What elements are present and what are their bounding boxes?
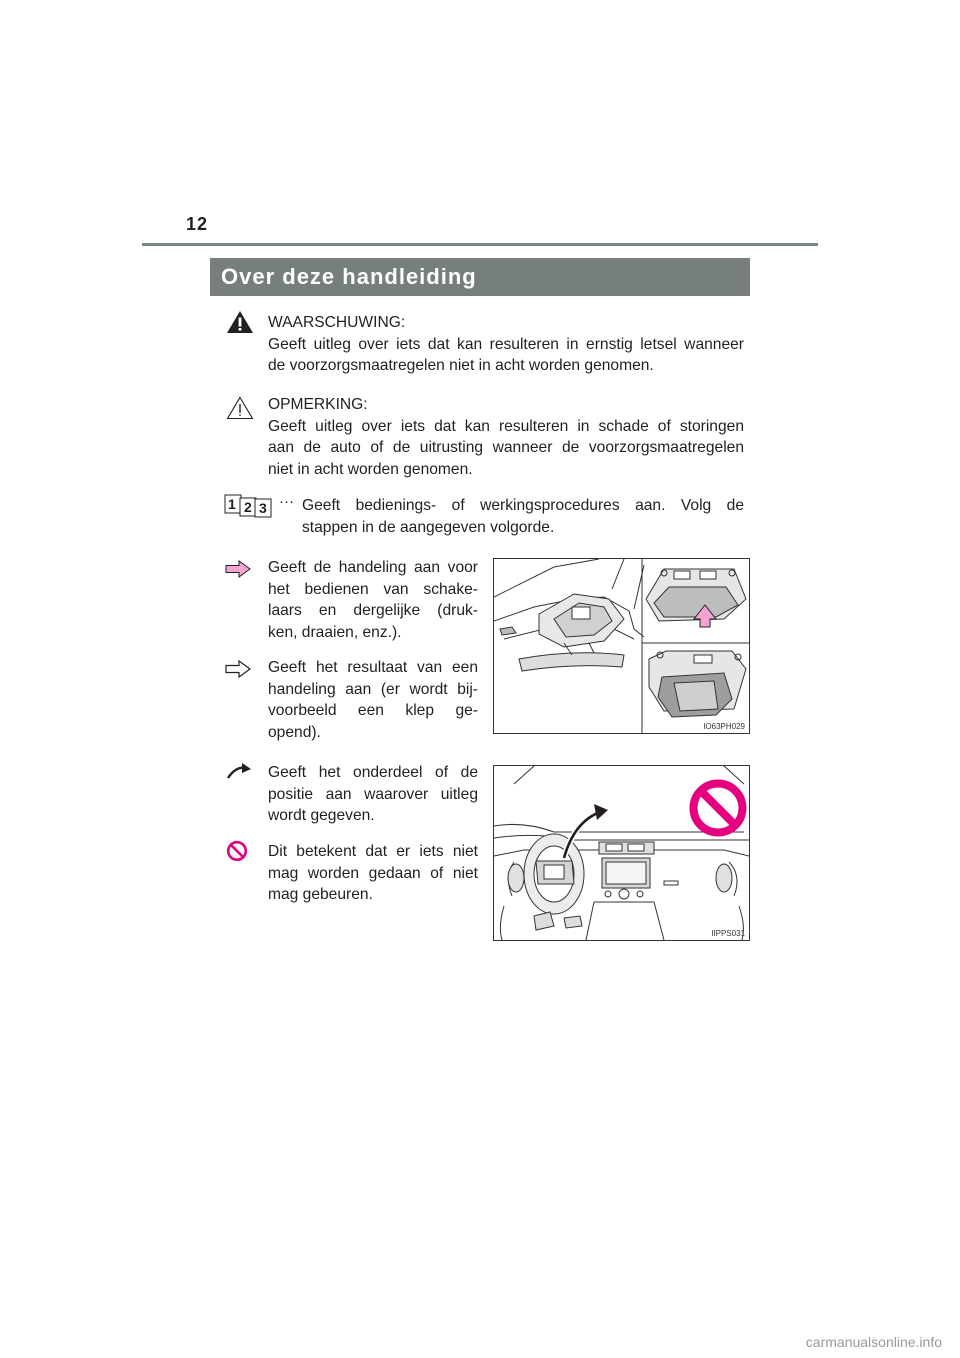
header-rule bbox=[142, 243, 818, 246]
steps-line: Geeft bedienings- of werkingsprocedures aan. Volg de bbox=[302, 497, 744, 514]
operation-description bbox=[268, 557, 478, 643]
notice-outline-triangle-icon bbox=[226, 396, 254, 420]
component-line: wordt gegeven. bbox=[268, 807, 375, 824]
component-line: Geeft het onderdeel of de bbox=[268, 764, 478, 781]
result-line: Geeft het resultaat van een bbox=[268, 659, 478, 676]
prohibited-line: mag gebeuren. bbox=[268, 886, 373, 903]
step-number-3: 3 bbox=[259, 500, 267, 516]
notice-heading: OPMERKING: bbox=[268, 396, 368, 413]
figure-code: IO63PH029 bbox=[703, 722, 745, 731]
notice-line: niet in acht worden genomen. bbox=[268, 460, 473, 478]
page-number: 12 bbox=[186, 214, 209, 234]
component-description bbox=[268, 762, 478, 827]
result-line: voorbeeld een klep ge- bbox=[268, 702, 478, 719]
overhead-console-drawing bbox=[494, 559, 749, 733]
numbered-steps-icon bbox=[224, 494, 276, 518]
steps-description bbox=[302, 495, 744, 538]
dashboard-illustration bbox=[493, 765, 750, 941]
step-number-2: 2 bbox=[244, 499, 252, 515]
prohibited-overlay-icon bbox=[688, 778, 748, 838]
operation-line: Geeft de handeling aan voor bbox=[268, 559, 478, 576]
notice-line: Geeft uitleg over iets dat kan resulteren in schade of storingen bbox=[268, 417, 744, 435]
warning-line: de voorzorgsmaatregelen niet in acht worden genomen. bbox=[268, 357, 654, 374]
notice-description bbox=[268, 394, 744, 480]
result-line: handeling aan (er wordt bij- bbox=[268, 680, 478, 698]
result-line: opend). bbox=[268, 723, 321, 741]
overhead-console-illustration bbox=[493, 558, 750, 734]
steps-line: stappen in de aangegeven volgorde. bbox=[302, 518, 555, 536]
notice-line: aan de auto of de uitrusting wanneer de voorzorgsmaatregelen bbox=[268, 439, 744, 456]
component-line: positie aan waarover uitleg bbox=[268, 785, 478, 803]
prohibited-icon bbox=[226, 840, 248, 862]
warning-line: Geeft uitleg over iets dat kan resulteren in ernstig letsel wanneer bbox=[268, 335, 744, 353]
operation-line: laars en dergelijke (druk- bbox=[268, 602, 478, 619]
result-outline-arrow-icon bbox=[225, 660, 251, 678]
footer-watermark: carmanualsonline.info bbox=[805, 1334, 942, 1350]
prohibited-description bbox=[268, 841, 478, 906]
steps-leader-dots: ··· bbox=[279, 493, 294, 510]
prohibited-line: mag worden gedaan of niet bbox=[268, 864, 478, 882]
component-pointer-arrow-icon bbox=[226, 762, 252, 780]
warning-description bbox=[268, 312, 744, 377]
figure-code: IIPPS031 bbox=[711, 929, 745, 938]
prohibited-line: Dit betekent dat er iets niet bbox=[268, 843, 478, 860]
section-title: Over deze handleiding bbox=[210, 258, 750, 296]
operation-line: het bedienen van schake- bbox=[268, 580, 478, 598]
warning-filled-triangle-icon bbox=[226, 310, 254, 334]
warning-heading: WAARSCHUWING: bbox=[268, 314, 406, 331]
result-description bbox=[268, 657, 478, 743]
operation-line: ken, draaien, enz.). bbox=[268, 623, 402, 641]
operation-arrow-icon bbox=[225, 560, 251, 578]
step-number-1: 1 bbox=[228, 496, 236, 512]
